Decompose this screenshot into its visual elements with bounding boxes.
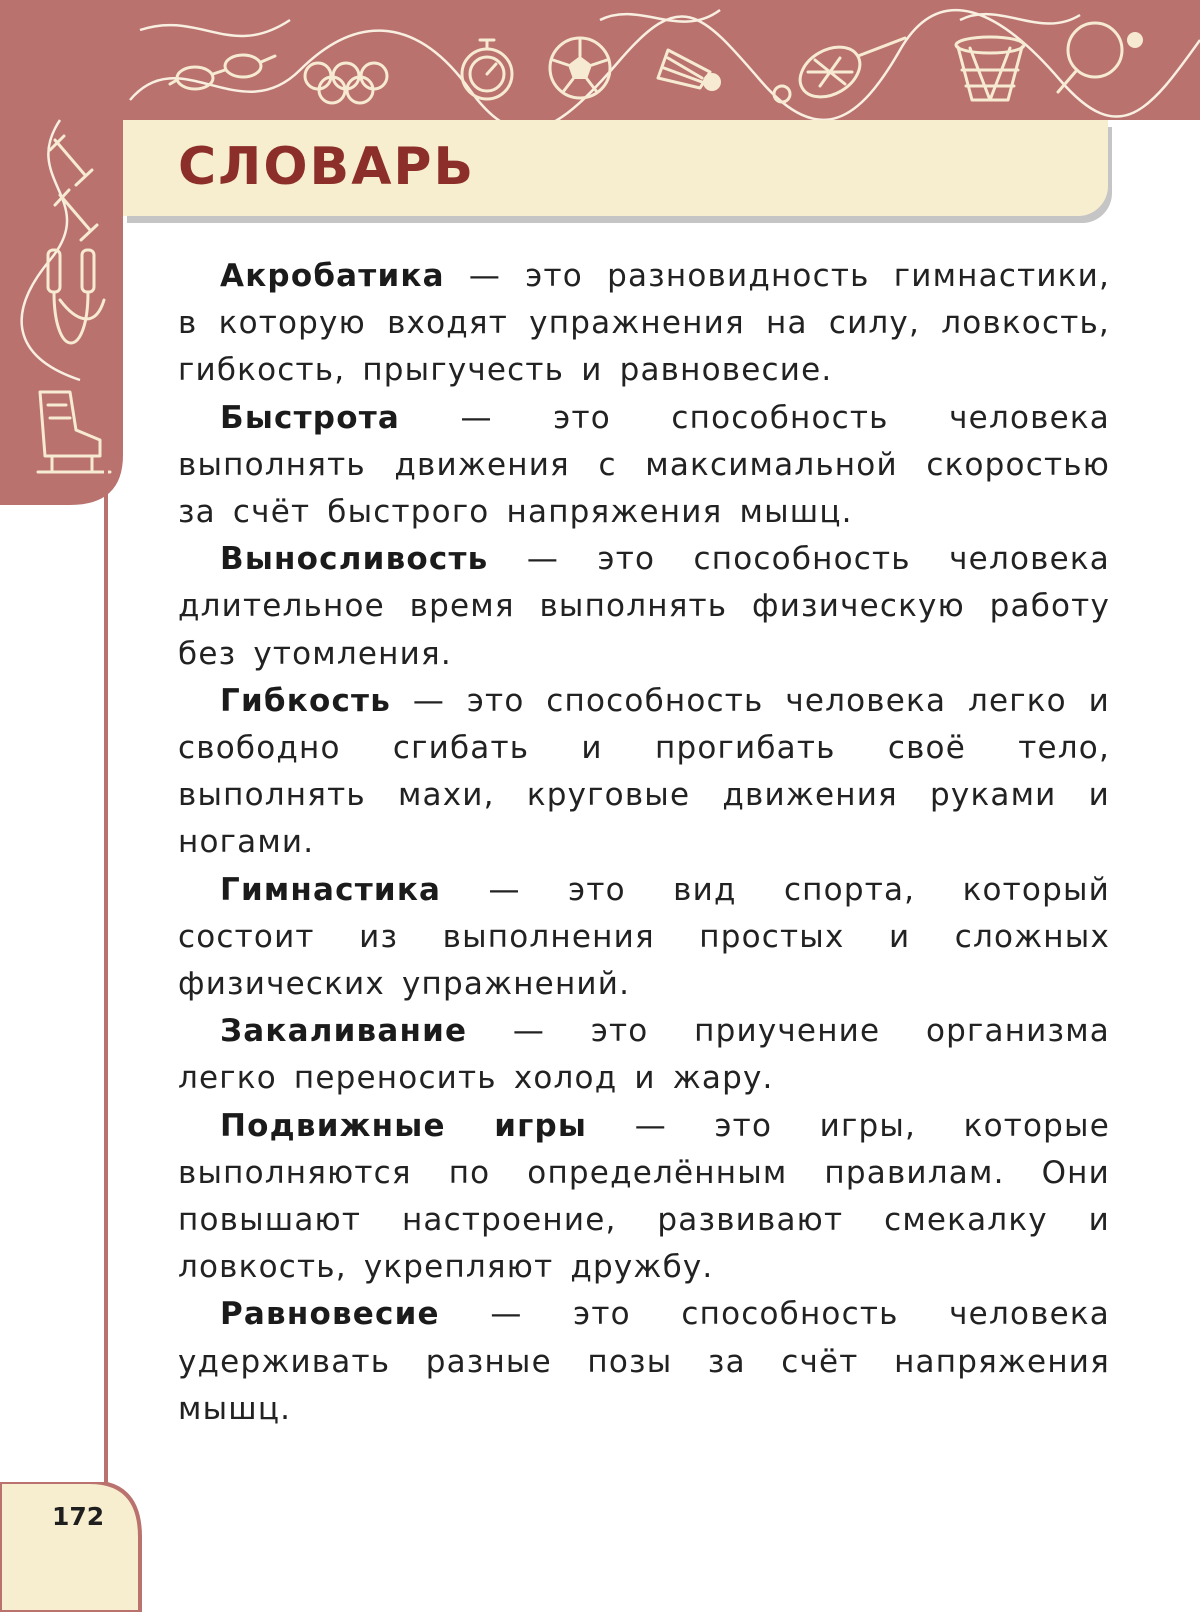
page-title: СЛОВАРЬ [178, 137, 476, 197]
glossary-definition: — это приучение организма легко переносить холод и жару. [178, 1013, 1110, 1097]
glossary-definition: — это способность человека удерживать разные позы за счёт напряжения мышц. [178, 1296, 1110, 1427]
glossary-entry [178, 1008, 1110, 1102]
glossary-term: Акробатика [220, 258, 445, 294]
glossary-term: Выносливость [220, 541, 489, 578]
top-decorative-band [0, 0, 1200, 120]
glossary-definition: — это способность человека выполнять движения с максимальной скоростью за счёт быстрого напряжения мышц. [178, 399, 1110, 531]
glossary-entry [178, 1103, 1110, 1292]
glossary-term: Быстрота [220, 399, 400, 436]
glossary-entry [178, 678, 1110, 867]
glossary-term: Гимнастика [220, 871, 442, 908]
glossary-term: Подвижные игры [220, 1107, 588, 1144]
glossary-entry [178, 867, 1110, 1009]
glossary-definition: — это способность человека легко и свободно сгибать и прогибать своё тело, выполнять махи, круговые движения руками и ногами. [178, 682, 1110, 861]
glossary-term: Гибкость [220, 682, 392, 719]
glossary-term: Равновесие [220, 1296, 440, 1333]
glossary-definition: — это способность человека длительное время выполнять физическую работу без утомления. [178, 541, 1110, 672]
glossary-entry [178, 253, 1110, 395]
glossary-definition: — это разновидность гимнастики, в которую входят упражнения на силу, ловкость, гибкость, прыгучесть и равновесие. [178, 258, 1110, 389]
glossary [178, 253, 1110, 1433]
left-decorative-strip [0, 0, 123, 505]
glossary-definition: — это игры, которые выполняются по определённым правилам. Они повышают настроение, развивают смекалку и ловкость, укрепляют дружбу. [178, 1107, 1110, 1286]
glossary-definition: — это вид спорта, который состоит из выполнения простых и сложных физических упражнений. [178, 871, 1110, 1003]
page-number: 172 [52, 1502, 105, 1531]
glossary-entry [178, 1291, 1110, 1433]
glossary-entry [178, 395, 1110, 537]
left-margin-line [104, 470, 108, 1490]
glossary-term: Закаливание [220, 1013, 468, 1050]
glossary-entry [178, 536, 1110, 678]
